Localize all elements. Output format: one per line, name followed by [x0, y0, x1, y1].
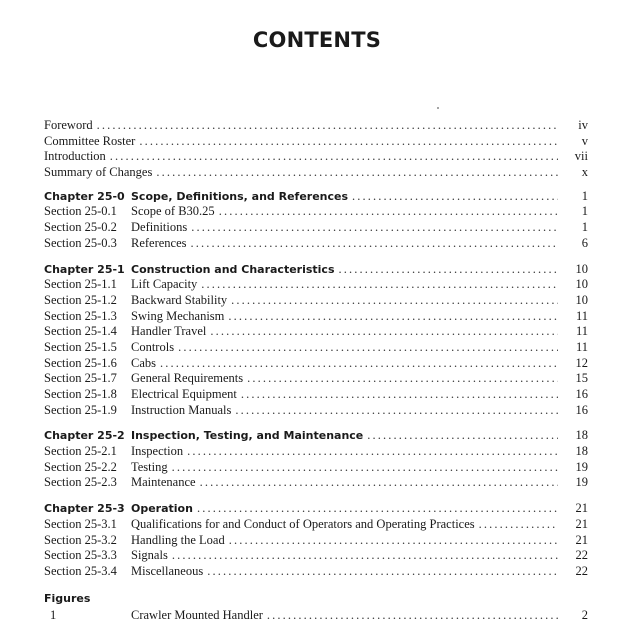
section-number: Section 25-1.4 — [44, 324, 117, 339]
toc-section-entry[interactable] — [44, 403, 588, 419]
section-number: Section 25-2.2 — [44, 459, 117, 474]
entry-page: 12 — [575, 355, 588, 370]
section-number: Section 25-1.6 — [44, 355, 117, 370]
entry-title: Summary of Changes — [44, 165, 153, 180]
chapter-number: Chapter 25-0 — [44, 189, 125, 203]
entry-page: iv — [578, 118, 588, 132]
dot-leader — [235, 403, 558, 419]
dot-leader — [197, 501, 558, 517]
section-number: Section 25-2.3 — [44, 475, 117, 490]
chapter-number: Chapter 25-1 — [44, 262, 125, 276]
section-title: Controls — [131, 339, 175, 354]
dot-leader — [178, 340, 558, 356]
dot-leader — [139, 134, 558, 150]
entry-title: Introduction — [44, 149, 106, 164]
chapter-title: Scope, Definitions, and References — [131, 189, 349, 203]
entry-page: 21 — [575, 501, 588, 516]
dot-leader — [231, 293, 558, 309]
entry-page: 1 — [581, 220, 588, 235]
entry-title: Committee Roster — [44, 133, 136, 148]
chapter-title: Inspection, Testing, and Maintenance — [131, 429, 364, 443]
dot-leader — [160, 356, 558, 372]
toc-entry-committee-roster[interactable] — [44, 134, 588, 150]
toc-chapter-entry[interactable] — [44, 262, 588, 278]
dot-leader — [267, 608, 558, 622]
chapter-block — [44, 501, 588, 579]
section-title: Backward Stability — [131, 292, 228, 307]
dot-leader — [200, 475, 558, 491]
dot-leader — [201, 277, 558, 293]
section-number: Section 25-0.3 — [44, 235, 117, 250]
figures-heading: Figures — [44, 591, 91, 605]
entry-page: 22 — [575, 563, 588, 578]
dot-leader — [241, 387, 558, 403]
toc-section-entry[interactable] — [44, 548, 588, 564]
toc-entry-foreword[interactable] — [44, 118, 588, 134]
spacer — [44, 181, 588, 189]
entry-page: 16 — [575, 402, 588, 417]
dot-leader — [339, 262, 559, 278]
section-title: Swing Mechanism — [131, 308, 225, 323]
section-number: Section 25-3.2 — [44, 532, 117, 547]
section-title: Maintenance — [131, 475, 196, 490]
section-number: Section 25-1.8 — [44, 387, 117, 401]
dot-leader — [247, 371, 558, 387]
toc-section-entry[interactable] — [44, 475, 588, 491]
section-number: Section 25-1.1 — [44, 277, 117, 292]
entry-page: 16 — [575, 387, 588, 401]
dot-leader — [191, 236, 558, 252]
entry-page: 15 — [575, 371, 588, 386]
toc-section-entry[interactable] — [44, 444, 588, 460]
section-title: Miscellaneous — [131, 563, 204, 578]
dot-leader — [367, 428, 558, 444]
section-title: Handling the Load — [131, 532, 225, 547]
toc-section-entry[interactable] — [44, 277, 588, 293]
entry-page: 11 — [575, 324, 588, 339]
toc-section-entry[interactable] — [44, 204, 588, 220]
dot-leader — [219, 204, 558, 220]
dot-leader — [97, 118, 558, 134]
entry-page: x — [581, 165, 588, 180]
section-title: Inspection — [131, 444, 184, 459]
toc-entry-introduction[interactable] — [44, 149, 588, 165]
toc-section-entry[interactable] — [44, 324, 588, 340]
entry-title: Foreword — [44, 118, 93, 132]
section-title: Instruction Manuals — [131, 402, 232, 417]
toc-section-entry[interactable] — [44, 309, 588, 325]
section-title: Lift Capacity — [131, 277, 198, 292]
entry-page: 18 — [575, 428, 588, 443]
dot-leader — [110, 149, 558, 165]
chapter-block — [44, 262, 588, 419]
toc-figure-entry[interactable] — [44, 608, 588, 622]
stray-mark — [437, 107, 439, 109]
toc-section-entry[interactable] — [44, 460, 588, 476]
section-title: Handler Travel — [131, 324, 207, 339]
entry-page: 21 — [575, 532, 588, 547]
entry-page: 10 — [575, 277, 588, 292]
entry-page: 10 — [575, 292, 588, 307]
section-number: Section 25-3.1 — [44, 516, 117, 531]
entry-page: vii — [574, 149, 588, 164]
entry-page: v — [581, 133, 588, 148]
chapter-title: Construction and Characteristics — [131, 262, 335, 276]
toc-section-entry[interactable] — [44, 371, 588, 387]
entry-page: 1 — [581, 204, 588, 219]
dot-leader — [207, 564, 558, 580]
section-title: General Requirements — [131, 371, 244, 386]
section-title: Qualifications for and Conduct of Operators and Operating Practices — [131, 516, 475, 531]
toc-section-entry[interactable] — [44, 517, 588, 533]
spacer — [44, 580, 588, 590]
toc-chapter-entry[interactable] — [44, 428, 588, 444]
dot-leader — [172, 548, 558, 564]
chapter-number: Chapter 25-2 — [44, 429, 125, 443]
front-matter-list — [44, 118, 588, 181]
section-number: Section 25-2.1 — [44, 444, 117, 459]
section-number: Section 25-1.5 — [44, 339, 117, 354]
section-number: Section 25-1.2 — [44, 292, 117, 307]
figure-number: 1 — [50, 607, 57, 622]
section-number: Section 25-0.2 — [44, 220, 117, 235]
dot-leader — [210, 324, 558, 340]
section-title: Definitions — [131, 220, 188, 235]
entry-page: 21 — [575, 516, 588, 531]
toc-section-entry[interactable] — [44, 533, 588, 549]
figure-title: Crawler Mounted Handler — [131, 607, 263, 622]
dot-leader — [191, 220, 558, 236]
page-title: CONTENTS — [252, 28, 382, 52]
section-title: Scope of B30.25 — [131, 204, 215, 219]
section-title: Testing — [131, 459, 168, 474]
section-title: References — [131, 235, 187, 250]
entry-page: 11 — [575, 339, 588, 354]
toc-section-entry[interactable] — [44, 293, 588, 309]
section-title: Signals — [131, 548, 168, 563]
table-of-contents — [44, 118, 588, 622]
toc-chapter-entry[interactable] — [44, 501, 588, 517]
dot-leader — [229, 533, 558, 549]
dot-leader — [172, 460, 558, 476]
section-number: Section 25-0.1 — [44, 204, 117, 219]
entry-page: 2 — [581, 607, 588, 622]
toc-section-entry[interactable] — [44, 220, 588, 236]
dot-leader — [352, 189, 558, 205]
dot-leader — [479, 517, 558, 533]
entry-page: 10 — [575, 261, 588, 276]
spacer — [44, 252, 588, 262]
chapter-title: Operation — [131, 502, 193, 516]
chapter-number: Chapter 25-3 — [44, 502, 125, 516]
section-number: Section 25-1.3 — [44, 308, 117, 323]
entry-page: 1 — [581, 188, 588, 203]
entry-page: 11 — [575, 308, 588, 323]
chapter-block — [44, 428, 588, 491]
toc-entry-summary-of-changes[interactable] — [44, 165, 588, 181]
figures-list — [44, 608, 588, 622]
section-number: Section 25-1.7 — [44, 371, 117, 386]
chapter-block — [44, 189, 588, 252]
entry-page: 19 — [575, 459, 588, 474]
entry-page: 6 — [581, 235, 588, 250]
toc-section-entry[interactable] — [44, 340, 588, 356]
section-title: Electrical Equipment — [131, 387, 237, 401]
spacer — [44, 491, 588, 501]
toc-chapter-entry[interactable] — [44, 189, 588, 205]
section-number: Section 25-1.9 — [44, 402, 117, 417]
entry-page: 22 — [575, 548, 588, 563]
dot-leader — [187, 444, 558, 460]
dot-leader — [228, 309, 558, 325]
spacer — [44, 418, 588, 428]
toc-section-entry[interactable] — [44, 236, 588, 252]
section-number: Section 25-3.4 — [44, 563, 117, 578]
toc-section-entry[interactable] — [44, 356, 588, 372]
section-number: Section 25-3.3 — [44, 548, 117, 563]
entry-page: 19 — [575, 475, 588, 490]
section-title: Cabs — [131, 355, 156, 370]
toc-section-entry[interactable] — [44, 387, 588, 403]
toc-section-entry[interactable] — [44, 564, 588, 580]
entry-page: 18 — [575, 444, 588, 459]
dot-leader — [156, 165, 558, 181]
